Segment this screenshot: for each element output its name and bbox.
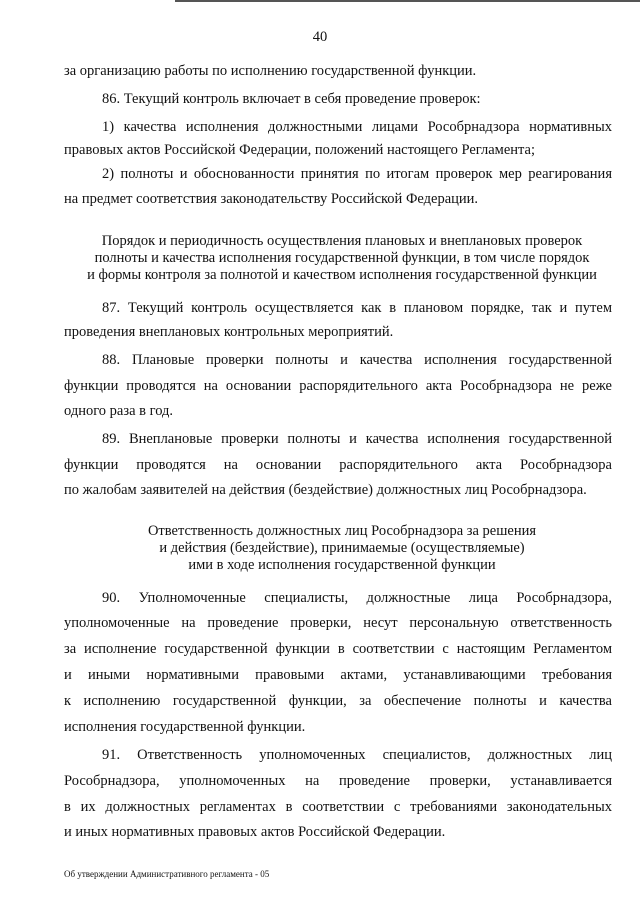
section-heading-line: Ответственность должностных лиц Рособрнадзора за решения xyxy=(147,523,537,539)
text-line: Рособрнадзора, уполномоченных на проведение проверки, устанавливается xyxy=(64,773,612,789)
paragraph-91: 91. Ответственность уполномоченных специалистов, должностных лиц xyxy=(102,747,612,763)
paragraph-89: 89. Внеплановые проверки полноты и качества исполнения государственной xyxy=(102,431,612,447)
text-line: проведения внеплановых контрольных мероприятий. xyxy=(64,324,394,340)
text-line: исполнения государственной функции. xyxy=(64,719,306,735)
text-line: функции проводятся на основании распорядительного акта Рособрнадзора xyxy=(64,457,612,473)
text-line: в их должностных регламентах в соответствии с требованиями законодательных xyxy=(64,799,612,815)
section-heading-line: ими в ходе исполнения государственной функции xyxy=(188,557,496,573)
text-line: по жалобам заявителей на действия (бездействие) должностных лиц Рособрнадзора. xyxy=(64,482,587,498)
text-line: одного раза в год. xyxy=(64,403,174,419)
paragraph-87: 87. Текущий контроль осуществляется как в плановом порядке, так и путем xyxy=(102,300,612,316)
text-line: и иных нормативных правовых актов Российской Федерации. xyxy=(64,824,446,840)
text-line: и иными нормативными правовыми актами, устанавливающими требования xyxy=(64,667,612,683)
section-heading-line: и формы контроля за полнотой и качеством исполнения государственной функции xyxy=(87,267,597,283)
page-number: 40 xyxy=(312,29,328,45)
page-footer: Об утверждении Административного регламента - 05 xyxy=(64,869,270,879)
paragraph-86: 86. Текущий контроль включает в себя проведение проверок: xyxy=(102,91,481,107)
text-line: к исполнению государственной функции, за обеспечение полноты и качества xyxy=(64,693,612,709)
text-line: за исполнение государственной функции в соответствии с настоящим Регламентом xyxy=(64,641,612,657)
text-line: на предмет соответствия законодательству Российской Федерации. xyxy=(64,191,479,207)
paragraph-90: 90. Уполномоченные специалисты, должностные лица Рособрнадзора, xyxy=(102,590,612,606)
section-heading-line: и действия (бездействие), принимаемые (осуществляемые) xyxy=(159,540,525,556)
text-line: правовых актов Российской Федерации, положений настоящего Регламента; xyxy=(64,142,536,158)
list-item-1: 1) качества исполнения должностными лицами Рособрнадзора нормативных xyxy=(102,119,612,135)
top-border-line xyxy=(175,0,640,2)
text-line: за организацию работы по исполнению государственной функции. xyxy=(64,63,477,79)
paragraph-88: 88. Плановые проверки полноты и качества исполнения государственной xyxy=(102,352,612,368)
section-heading-line: Порядок и периодичность осуществления плановых и внеплановых проверок xyxy=(101,233,583,249)
section-heading-line: полноты и качества исполнения государственной функции, в том числе порядок xyxy=(94,250,590,266)
list-item-2: 2) полноты и обоснованности принятия по итогам проверок мер реагирования xyxy=(102,166,612,182)
text-line: функции проводятся на основании распорядительного акта Рособрнадзора не реже xyxy=(64,378,612,394)
text-line: уполномоченные на проведение проверки, несут персональную ответственность xyxy=(64,615,612,631)
